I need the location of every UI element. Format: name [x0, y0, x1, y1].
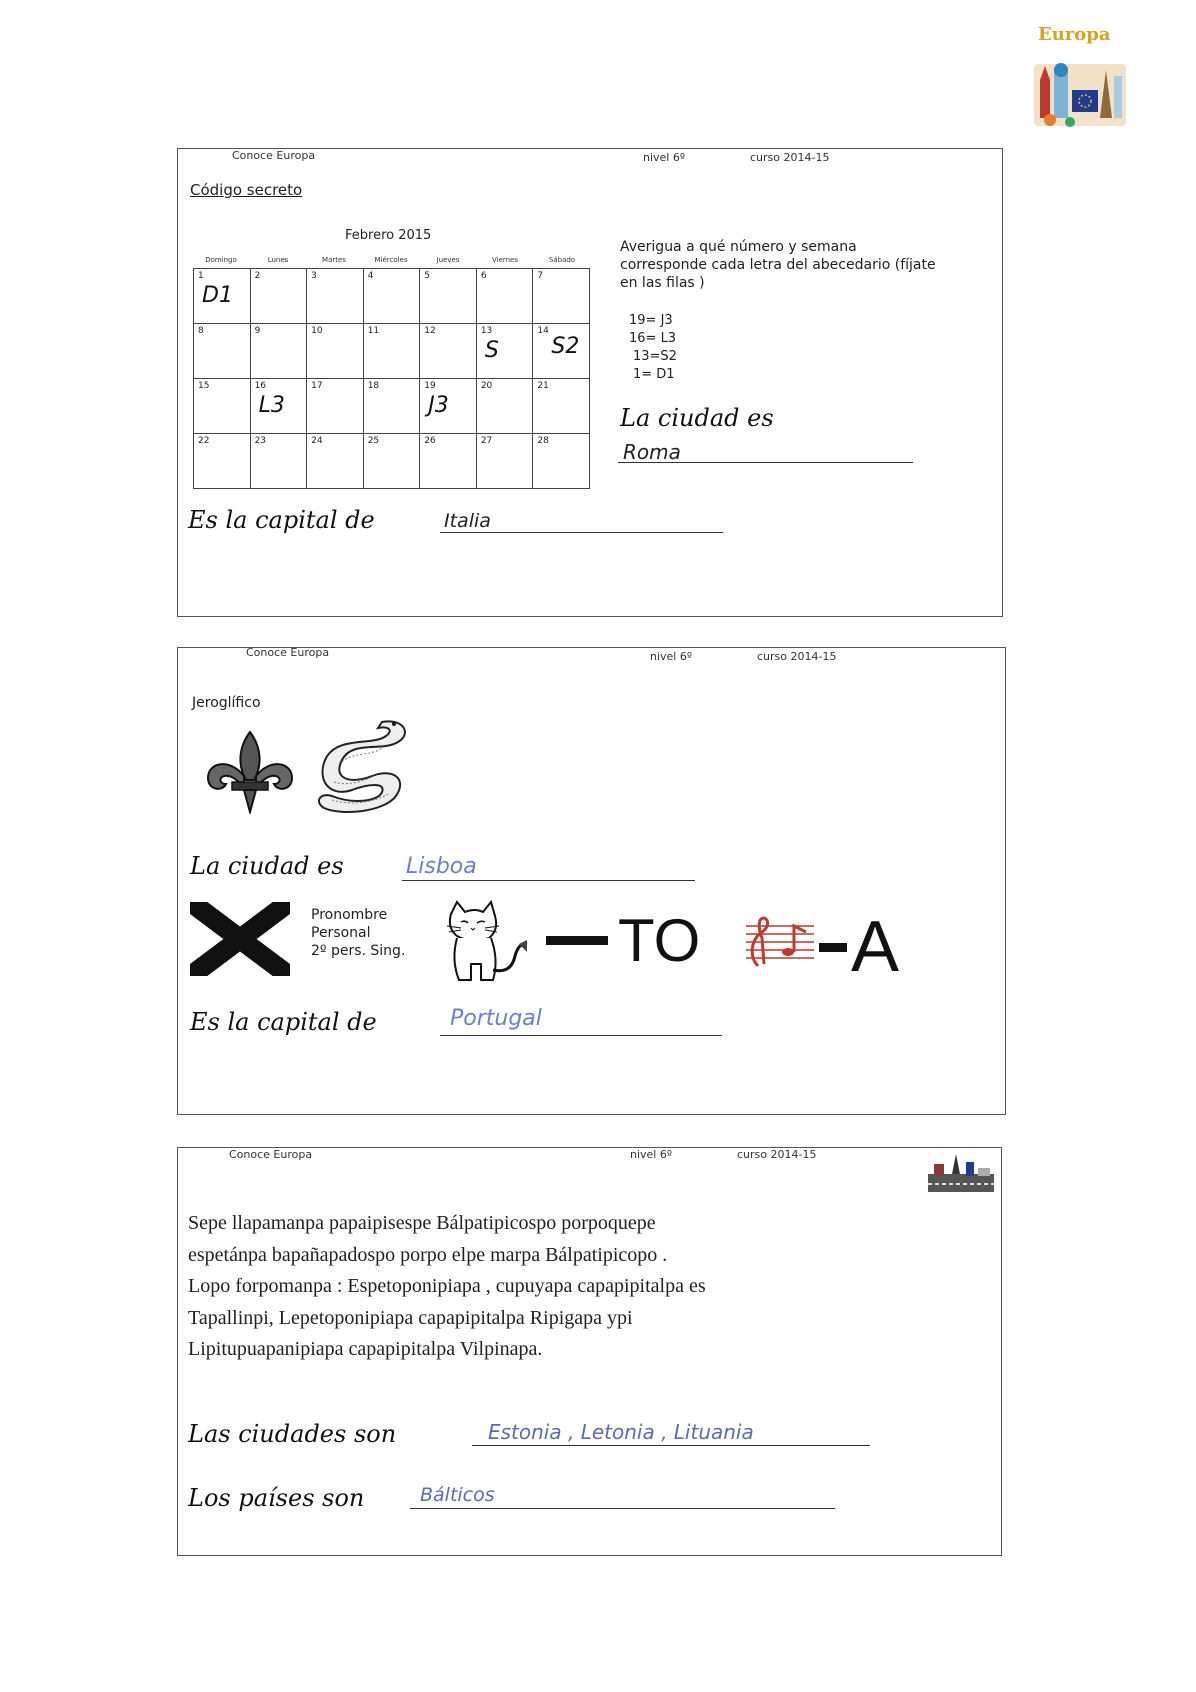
card3-countries-label: Los países son [188, 1484, 365, 1512]
calendar-week-row [194, 379, 590, 434]
calendar-day-header: Miércoles [374, 256, 408, 264]
calendar-day-number: 5 [424, 271, 430, 281]
calendar-handwritten-mark: L3 [258, 393, 285, 418]
calendar-handwritten-mark: J3 [428, 393, 449, 418]
card2-header-title: Conoce Europa [246, 646, 330, 659]
calendar-day-cell [194, 269, 251, 324]
dash-2 [819, 943, 847, 952]
calendar-day-number: 16 [254, 381, 267, 391]
calendar-day-cell [307, 324, 364, 379]
card1-capital-label: Es la capital de [188, 506, 375, 534]
calendar-day-header: Viernes [491, 256, 519, 264]
coded-line-3: Lopo forpomanpa : Espetoponipiapa , cupuyapa capapipitalpa es [188, 1275, 706, 1297]
code-line-1: 19= J3 [629, 313, 673, 328]
coded-line-4: Tapallinpi, Lepetoponipiapa capapipitalpa Ripigapa ypi [188, 1306, 633, 1329]
card2-header-course: curso 2014-15 [757, 650, 837, 663]
card1-capital-rule [440, 532, 723, 533]
calendar-day-cell [420, 324, 477, 379]
calendar-day-number: 17 [311, 381, 323, 391]
card-hieroglyph [177, 647, 1006, 1115]
card1-city-rule [618, 462, 913, 463]
calendar-day-cell [250, 324, 307, 379]
calendar-day-number: 4 [367, 271, 374, 281]
card1-city-answer: Roma [623, 440, 681, 464]
card3-header-course: curso 2014-15 [737, 1148, 817, 1161]
calendar-day-number: 14 [537, 326, 549, 336]
card2-section-title: Jeroglífico [192, 695, 261, 711]
calendar-day-cell [476, 379, 533, 434]
calendar-day-cell [363, 324, 420, 379]
calendar-day-cell [420, 269, 477, 324]
calendar-day-cell [363, 379, 420, 434]
calendar-day-number: 25 [367, 436, 380, 446]
calendar-day-cell [533, 434, 590, 489]
calendar-handwritten-mark: D1 [202, 283, 233, 308]
card3-cities-rule [472, 1445, 870, 1446]
card3-cities-label: Las ciudades son [188, 1420, 397, 1448]
card1-city-label: La ciudad es [620, 404, 774, 432]
calendar-day-header: Sábado [548, 256, 576, 264]
calendar-handwritten-mark: S2 [551, 334, 580, 359]
calendar-day-number: 22 [198, 436, 210, 446]
code-line-2: 16= L3 [629, 331, 677, 346]
calendar-day-header: Martes [322, 256, 346, 264]
calendar-day-number: 6 [480, 271, 487, 281]
puzzle-a: A [851, 907, 900, 987]
card3-cities-answer: Estonia , Letonia , Lituania [488, 1420, 754, 1444]
card1-header-level: nivel 6º [643, 151, 686, 164]
card2-city-rule [402, 880, 695, 881]
card3-countries-rule [410, 1508, 835, 1509]
cat-icon [441, 900, 533, 986]
puzzle-to: TO [618, 907, 701, 974]
calendar-day-cell [476, 269, 533, 324]
calendar-day-number: 7 [537, 271, 544, 281]
dash-to-group [546, 906, 700, 975]
calendar-day-number: 12 [424, 326, 436, 336]
calendar-day-cell [533, 379, 590, 434]
code-line-3: 13=S2 [633, 349, 677, 364]
calendar-day-cell [194, 324, 251, 379]
calendar-day-cell [194, 379, 251, 434]
calendar-day-cell [476, 434, 533, 489]
calendar-day-cell [250, 434, 307, 489]
calendar-day-cell [250, 379, 307, 434]
calendar-day-cell [363, 434, 420, 489]
calendar-week-row [194, 324, 590, 379]
calendar-day-header: Domingo [205, 256, 237, 264]
calendar-day-cell [307, 434, 364, 489]
coded-paragraph [188, 1208, 968, 1366]
card2-capital-rule [440, 1035, 722, 1036]
card3-header-level: nivel 6º [630, 1148, 673, 1161]
card2-city-label: La ciudad es [190, 852, 344, 880]
x-mark-icon [190, 902, 290, 976]
calendar-day-cell [533, 269, 590, 324]
coded-line-2: espetánpa bapañapadospo porpo elpe marpa Bálpatipicopo . [188, 1243, 668, 1266]
calendar-day-number: 3 [311, 271, 317, 281]
calendar-day-header: Jueves [436, 256, 460, 264]
card3-countries-answer: Bálticos [420, 1484, 495, 1506]
code-line-4: 1= D1 [633, 367, 675, 382]
card1-capital-answer: Italia [444, 510, 491, 532]
calendar-day-cell [476, 324, 533, 379]
calendar-day-number: 18 [367, 381, 380, 391]
calendar-day-number: 1 [198, 271, 204, 281]
calendar-day-number: 26 [424, 436, 436, 446]
badge-title: Europa [1038, 24, 1111, 45]
calendar-day-cell [307, 269, 364, 324]
calendar-day-number: 21 [537, 381, 549, 391]
calendar-week-row [194, 269, 590, 324]
calendar-day-cell [194, 434, 251, 489]
card2-capital-answer: Portugal [450, 1006, 542, 1031]
music-note-icon [744, 912, 816, 970]
card2-header-level: nivel 6º [650, 650, 693, 663]
calendar-day-cell [420, 379, 477, 434]
pronoun-line-3: 2º pers. Sing. [311, 943, 406, 959]
card1-section-title: Código secreto [190, 181, 303, 199]
calendar-day-number: 15 [198, 381, 210, 391]
calendar-day-cell [250, 269, 307, 324]
calendar-day-cell [307, 379, 364, 434]
calendar-day-header: Lunes [267, 256, 289, 264]
calendar-day-number: 2 [254, 271, 261, 281]
card2-capital-label: Es la capital de [190, 1008, 377, 1036]
fleur-de-lis-icon [200, 728, 300, 814]
calendar-day-number: 19 [424, 381, 436, 391]
calendar-day-number: 24 [311, 436, 323, 446]
card2-city-answer: Lisboa [406, 854, 477, 879]
europe-landmarks-icon [1030, 50, 1130, 130]
calendar-day-number: 11 [367, 326, 380, 336]
pronoun-line-1: Pronombre [311, 907, 388, 923]
calendar-day-number: 13 [480, 326, 493, 336]
calendar-month: Febrero 2015 [345, 228, 432, 243]
city-skyline-icon [926, 1150, 996, 1194]
dash-a-group [819, 906, 899, 988]
calendar-grid [193, 268, 590, 489]
calendar-day-cell [363, 269, 420, 324]
calendar-week-row [194, 434, 590, 489]
calendar-day-number: 20 [480, 381, 493, 391]
card3-header-title: Conoce Europa [229, 1148, 313, 1161]
snake-icon [312, 712, 424, 818]
dash-1 [546, 936, 608, 945]
europa-badge [1030, 20, 1130, 130]
card1-header-title: Conoce Europa [232, 149, 316, 162]
instructions-line-2: corresponde cada letra del abecedario (fíjate [620, 257, 936, 273]
calendar-day-cell [420, 434, 477, 489]
calendar-day-number: 10 [311, 326, 323, 336]
calendar-day-number: 27 [480, 436, 493, 446]
calendar-day-number: 9 [254, 326, 261, 336]
coded-line-1: Sepe llapamanpa papaipisespe Bálpatipicospo porpoquepe [188, 1212, 656, 1234]
calendar-handwritten-mark: S [484, 338, 499, 363]
calendar-day-number: 8 [198, 326, 204, 336]
card1-header-course: curso 2014-15 [750, 151, 830, 164]
calendar-day-number: 23 [254, 436, 267, 446]
pronoun-line-2: Personal [311, 925, 371, 941]
instructions-line-1: Averigua a qué número y semana [620, 239, 857, 255]
calendar-day-cell [533, 324, 590, 379]
calendar-day-number: 28 [537, 436, 549, 446]
coded-line-5: Lipitupuapanipiapa capapipitalpa Vilpinapa. [188, 1338, 543, 1360]
instructions-line-3: en las filas ) [620, 275, 705, 291]
